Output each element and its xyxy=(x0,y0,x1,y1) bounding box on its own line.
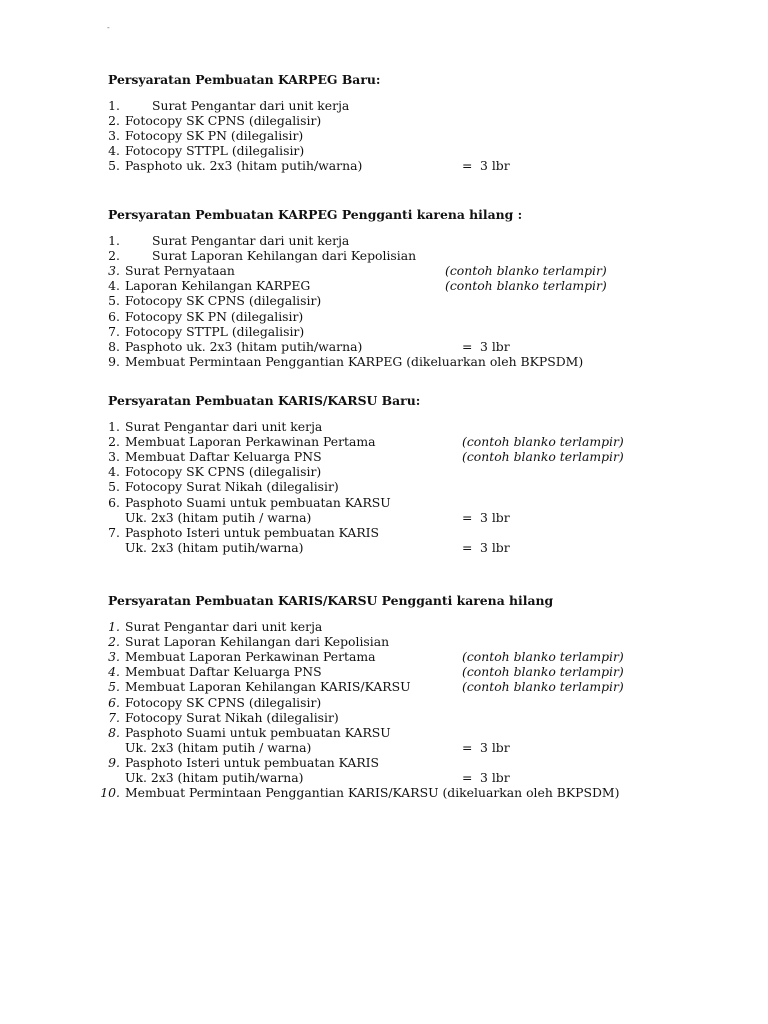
item-equals: = xyxy=(462,770,473,785)
item-number: 5. xyxy=(108,479,120,495)
item-text: Surat Pengantar dari unit kerja xyxy=(125,419,323,434)
requirement-item xyxy=(0,233,768,248)
item-text: Membuat Laporan Perkawinan Pertama xyxy=(125,434,376,450)
item-text: Fotocopy SK CPNS (dilegalisir) xyxy=(125,464,322,480)
item-quantity: 3 lbr xyxy=(480,539,510,555)
item-note: (contoh blanko terlampir) xyxy=(445,263,607,279)
requirement-item xyxy=(0,770,768,785)
item-number: 7. xyxy=(108,524,120,540)
item-number: 4. xyxy=(108,664,120,680)
item-text: Surat Pernyataan xyxy=(125,263,235,279)
item-text: Fotocopy SK PN (dilegalisir) xyxy=(125,308,304,324)
item-number: 2. xyxy=(108,634,120,650)
item-text: Uk. 2x3 (hitam putih / warna) xyxy=(125,509,312,525)
item-number: 5. xyxy=(108,158,120,174)
item-quantity: 3 lbr xyxy=(480,338,510,354)
item-equals: = xyxy=(462,338,473,354)
requirement-item xyxy=(0,540,768,555)
item-number: 8. xyxy=(108,724,120,740)
item-text: Surat Pengantar dari unit kerja xyxy=(152,233,350,248)
item-note: (contoh blanko terlampir) xyxy=(462,449,624,465)
item-number: 6. xyxy=(108,694,120,710)
item-number: 3. xyxy=(108,263,120,279)
item-text: Membuat Daftar Keluarga PNS xyxy=(125,664,322,680)
item-number: 7. xyxy=(108,323,120,339)
requirement-item xyxy=(0,293,768,308)
section-heading: Persyaratan Pembuatan KARPEG Baru: xyxy=(108,72,381,87)
requirement-item xyxy=(0,695,768,710)
item-text: Fotocopy SK PN (dilegalisir) xyxy=(125,128,304,144)
item-text: Uk. 2x3 (hitam putih/warna) xyxy=(125,539,304,555)
item-quantity: 3 lbr xyxy=(480,158,510,174)
section-heading: Persyaratan Pembuatan KARIS/KARSU Pengganti karena hilang xyxy=(108,593,554,608)
item-equals: = xyxy=(462,158,473,174)
requirement-item xyxy=(0,309,768,324)
requirement-item xyxy=(0,679,768,694)
requirement-item xyxy=(0,419,768,434)
item-number: 10. xyxy=(100,785,120,801)
item-text: Uk. 2x3 (hitam putih / warna) xyxy=(125,739,312,755)
item-number: 4. xyxy=(108,143,120,159)
item-text: Pasphoto uk. 2x3 (hitam putih/warna) xyxy=(125,338,363,354)
requirement-item xyxy=(0,113,768,128)
item-equals: = xyxy=(462,509,473,525)
item-number: 3. xyxy=(108,449,120,465)
requirement-item xyxy=(0,510,768,525)
item-number: 9. xyxy=(108,754,120,770)
item-text: Pasphoto Suami untuk pembuatan KARSU xyxy=(125,724,391,740)
item-text: Surat Pengantar dari unit kerja xyxy=(125,619,323,634)
item-number: 1. xyxy=(108,98,120,113)
requirement-item xyxy=(0,785,768,800)
item-text: Pasphoto Suami untuk pembuatan KARSU xyxy=(125,494,391,510)
item-text: Surat Laporan Kehilangan dari Kepolisian xyxy=(125,634,390,650)
requirement-item xyxy=(0,755,768,770)
item-text: Fotocopy STTPL (dilegalisir) xyxy=(125,143,305,159)
item-note: (contoh blanko terlampir) xyxy=(462,679,624,695)
item-note: (contoh blanko terlampir) xyxy=(462,664,624,680)
page-mark: - xyxy=(107,23,110,32)
item-number: 6. xyxy=(108,494,120,510)
item-text: Fotocopy Surat Nikah (dilegalisir) xyxy=(125,479,339,495)
requirement-item xyxy=(0,710,768,725)
section-heading: Persyaratan Pembuatan KARPEG Pengganti karena hilang : xyxy=(108,207,523,222)
item-number: 4. xyxy=(108,278,120,294)
requirement-item xyxy=(0,664,768,679)
item-equals: = xyxy=(462,539,473,555)
requirement-item xyxy=(0,464,768,479)
requirement-item xyxy=(0,128,768,143)
item-number: 1. xyxy=(108,233,120,248)
requirement-item xyxy=(0,143,768,158)
item-number: 2. xyxy=(108,248,120,264)
item-number: 5. xyxy=(108,679,120,695)
item-note: (contoh blanko terlampir) xyxy=(445,278,607,294)
item-equals: = xyxy=(462,739,473,755)
item-number: 8. xyxy=(108,338,120,354)
requirement-item xyxy=(0,649,768,664)
item-note: (contoh blanko terlampir) xyxy=(462,434,624,450)
item-text: Membuat Permintaan Penggantian KARPEG (dikeluarkan oleh BKPSDM) xyxy=(125,353,584,369)
item-text: Pasphoto uk. 2x3 (hitam putih/warna) xyxy=(125,158,363,174)
item-quantity: 3 lbr xyxy=(480,739,510,755)
requirement-item xyxy=(0,449,768,464)
requirement-item xyxy=(0,324,768,339)
requirement-item xyxy=(0,354,768,369)
item-text: Fotocopy STTPL (dilegalisir) xyxy=(125,323,305,339)
requirement-item xyxy=(0,248,768,263)
item-text: Membuat Daftar Keluarga PNS xyxy=(125,449,322,465)
item-text: Laporan Kehilangan KARPEG xyxy=(125,278,311,294)
item-number: 2. xyxy=(108,434,120,450)
section-heading: Persyaratan Pembuatan KARIS/KARSU Baru: xyxy=(108,393,421,408)
item-text: Fotocopy SK CPNS (dilegalisir) xyxy=(125,293,322,309)
requirement-item xyxy=(0,725,768,740)
requirement-item xyxy=(0,740,768,755)
item-text: Membuat Laporan Kehilangan KARIS/KARSU xyxy=(125,679,411,695)
item-text: Membuat Laporan Perkawinan Pertama xyxy=(125,649,376,665)
item-text: Surat Pengantar dari unit kerja xyxy=(152,98,350,113)
requirement-item xyxy=(0,98,768,113)
item-number: 5. xyxy=(108,293,120,309)
item-number: 6. xyxy=(108,308,120,324)
item-text: Fotocopy SK CPNS (dilegalisir) xyxy=(125,113,322,129)
item-quantity: 3 lbr xyxy=(480,770,510,785)
item-text: Fotocopy Surat Nikah (dilegalisir) xyxy=(125,709,339,725)
item-number: 1. xyxy=(108,419,120,434)
item-text: Pasphoto Isteri untuk pembuatan KARIS xyxy=(125,754,380,770)
requirement-item xyxy=(0,525,768,540)
item-quantity: 3 lbr xyxy=(480,509,510,525)
requirement-item xyxy=(0,278,768,293)
requirement-item xyxy=(0,434,768,449)
requirement-item xyxy=(0,263,768,278)
item-number: 9. xyxy=(108,353,120,369)
item-number: 2. xyxy=(108,113,120,129)
item-text: Uk. 2x3 (hitam putih/warna) xyxy=(125,770,304,785)
requirement-item xyxy=(0,634,768,649)
item-text: Surat Laporan Kehilangan dari Kepolisian xyxy=(152,248,417,264)
item-text: Membuat Permintaan Penggantian KARIS/KARSU (dikeluarkan oleh BKPSDM) xyxy=(125,785,620,801)
item-note: (contoh blanko terlampir) xyxy=(462,649,624,665)
item-number: 7. xyxy=(108,709,120,725)
requirement-item xyxy=(0,479,768,494)
item-number: 3. xyxy=(108,128,120,144)
item-number: 3. xyxy=(108,649,120,665)
item-number: 4. xyxy=(108,464,120,480)
requirement-item xyxy=(0,495,768,510)
requirement-item xyxy=(0,619,768,634)
requirement-item xyxy=(0,339,768,354)
requirement-item xyxy=(0,158,768,173)
item-text: Pasphoto Isteri untuk pembuatan KARIS xyxy=(125,524,380,540)
item-number: 1. xyxy=(108,619,120,634)
item-text: Fotocopy SK CPNS (dilegalisir) xyxy=(125,694,322,710)
